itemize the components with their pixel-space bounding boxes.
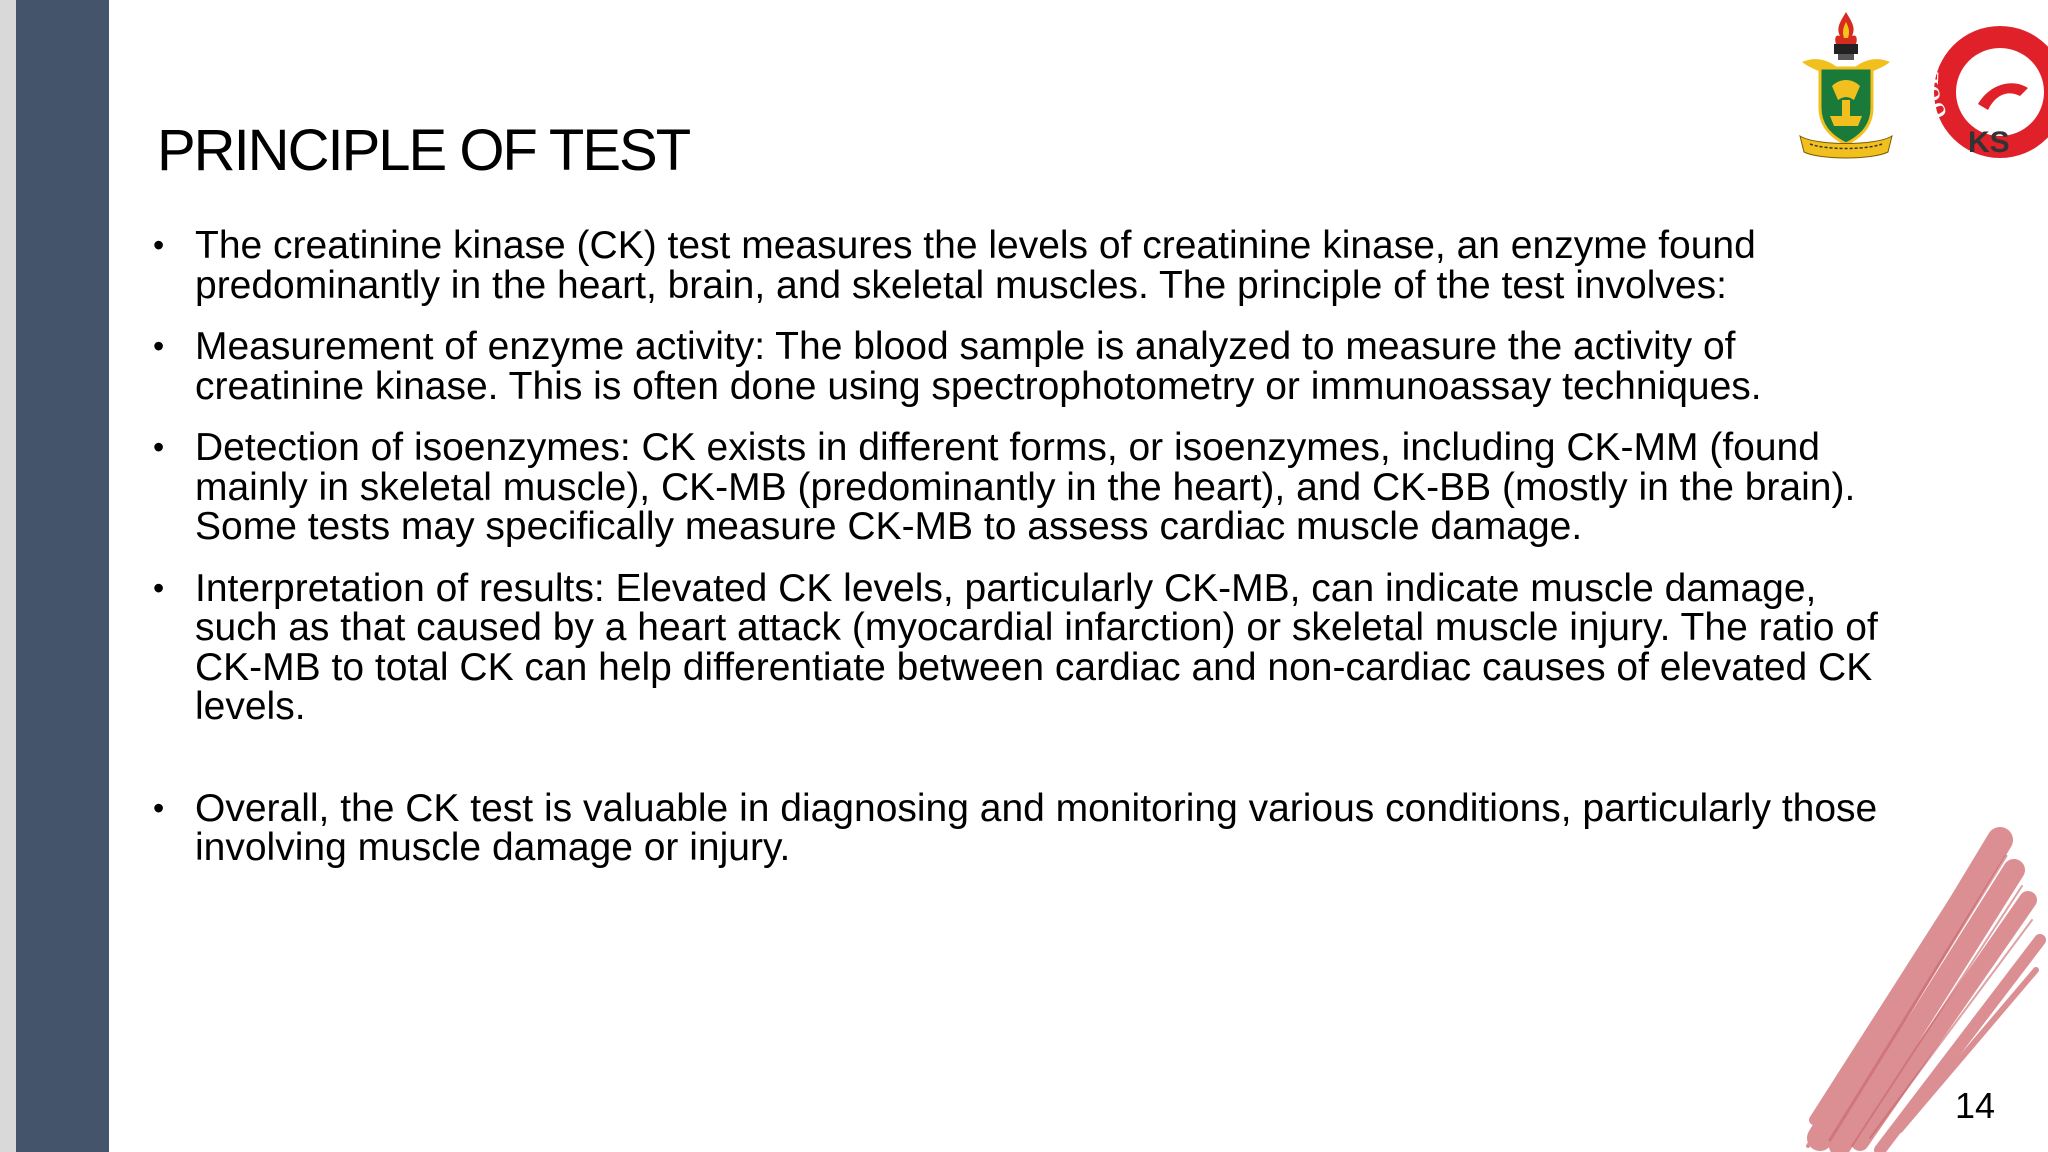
bullet-text: Detection of isoenzymes: CK exists in different forms, or isoenzymes, including CK-MM (found mainly in skeletal muscle), CK-MB (predominantly in the heart), and CK-BB (mostly in the brain). Some tests may specifically measure CK-MB to assess cardiac muscle damage.: [195, 426, 1856, 548]
list-item: [148, 786, 1908, 869]
bullet-list: [148, 226, 1908, 890]
bullet-dot: •: [153, 429, 165, 465]
school-logo-initials: KS: [1968, 126, 2010, 158]
brush-stroke-decoration: [1800, 820, 2048, 1152]
list-item: [148, 226, 1908, 305]
list-item: [148, 428, 1908, 547]
left-edge-strip: [0, 0, 16, 1152]
bullet-dot: •: [153, 227, 165, 263]
bullet-dot: •: [153, 789, 165, 826]
bullet-text: Interpretation of results: Elevated CK levels, particularly CK-MB, can indicate muscle damage, such as that caused by a heart attack (myocardial infarction) or skeletal muscle injury. The ratio of CK-MB to total CK can help differentiate between cardiac and non-cardiac causes of elevated CK levels.: [195, 566, 1878, 728]
bullet-text: Overall, the CK test is valuable in diagnosing and monitoring various conditions, particularly those involving muscle damage or injury.: [195, 786, 1878, 869]
list-item: [148, 566, 1908, 728]
school-logo-icon: [1908, 18, 2048, 158]
school-logo-arc-text: OOL OF M: [1920, 18, 1973, 122]
sidebar-bar: [16, 0, 109, 1152]
page-title: PRINCIPLE OF TEST: [157, 118, 690, 183]
list-item: [148, 327, 1908, 406]
bullet-dot: •: [153, 328, 165, 364]
university-crest-icon: [1796, 8, 1896, 160]
bullet-text: Measurement of enzyme activity: The blood sample is analyzed to measure the activity of creatinine kinase. This is often done using spectrophotometry or immunoassay techniques.: [195, 325, 1762, 408]
bullet-dot: •: [153, 569, 165, 606]
bullet-text: The creatinine kinase (CK) test measures the levels of creatinine kinase, an enzyme found predominantly in the heart, brain, and skeletal muscles. The principle of the test involves:: [195, 224, 1756, 307]
page-number: 14: [1955, 1085, 1996, 1126]
